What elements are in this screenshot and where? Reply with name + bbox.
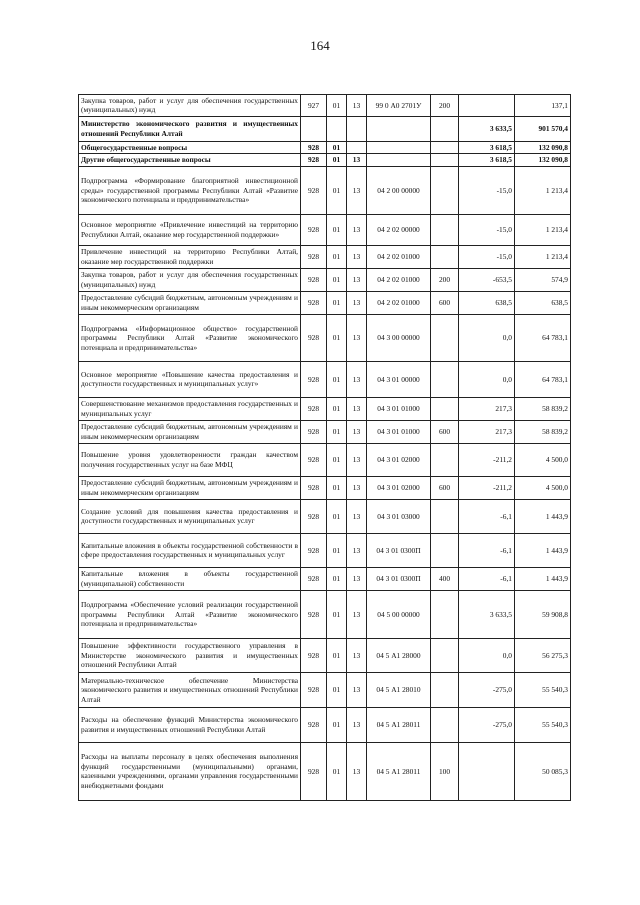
expense-type-cell xyxy=(431,245,459,268)
subsection-code-cell: 13 xyxy=(347,590,367,638)
table-row xyxy=(79,499,571,533)
target-article-cell: 04 3 01 0300П xyxy=(367,533,431,567)
target-article-cell: 04 2 02 01000 xyxy=(367,268,431,291)
section-code-cell: 01 xyxy=(327,291,347,314)
target-article-cell: 04 3 01 01000 xyxy=(367,397,431,420)
total-amount-cell: 901 570,4 xyxy=(515,116,571,141)
expense-type-cell xyxy=(431,141,459,153)
total-amount-cell: 1 213,4 xyxy=(515,166,571,214)
total-amount-cell: 132 090,8 xyxy=(515,154,571,166)
target-article-cell xyxy=(367,141,431,153)
section-code-cell: 01 xyxy=(327,214,347,245)
target-article-cell: 99 0 А0 2701У xyxy=(367,95,431,117)
target-article-cell: 04 5 00 00000 xyxy=(367,590,431,638)
ministry-code-cell: 928 xyxy=(301,314,327,361)
table-row xyxy=(79,443,571,476)
subsection-code-cell: 13 xyxy=(347,707,367,742)
change-amount-cell: 0,0 xyxy=(459,361,515,397)
expense-type-cell: 600 xyxy=(431,476,459,499)
section-code-cell: 01 xyxy=(327,268,347,291)
table-row xyxy=(79,420,571,443)
section-code-cell: 01 xyxy=(327,397,347,420)
target-article-cell: 04 2 02 01000 xyxy=(367,291,431,314)
subsection-code-cell: 13 xyxy=(347,95,367,117)
target-article-cell: 04 3 01 0300П xyxy=(367,567,431,590)
budget-table xyxy=(78,94,571,801)
total-amount-cell: 59 908,8 xyxy=(515,590,571,638)
ministry-code-cell: 928 xyxy=(301,533,327,567)
row-name-cell: Подпрограмма «Обеспечение условий реализации государственной программы Республики Алтай «Развитие экономического потенциала и предпринимательства» xyxy=(79,590,301,638)
section-code-cell: 01 xyxy=(327,314,347,361)
ministry-code-cell: 928 xyxy=(301,141,327,153)
table-row xyxy=(79,361,571,397)
target-article-cell: 04 3 01 00000 xyxy=(367,361,431,397)
table-row xyxy=(79,476,571,499)
expense-type-cell xyxy=(431,314,459,361)
expense-type-cell xyxy=(431,638,459,672)
section-code-cell: 01 xyxy=(327,590,347,638)
subsection-code-cell: 13 xyxy=(347,499,367,533)
ministry-code-cell: 928 xyxy=(301,268,327,291)
total-amount-cell: 1 443,9 xyxy=(515,499,571,533)
subsection-code-cell: 13 xyxy=(347,154,367,166)
total-amount-cell: 58 839,2 xyxy=(515,420,571,443)
section-code-cell: 01 xyxy=(327,361,347,397)
change-amount-cell: -15,0 xyxy=(459,214,515,245)
table-row xyxy=(79,707,571,742)
change-amount-cell: 3 618,5 xyxy=(459,141,515,153)
expense-type-cell xyxy=(431,116,459,141)
page-number: 164 xyxy=(310,38,330,53)
ministry-code-cell: 928 xyxy=(301,638,327,672)
ministry-code-cell: 928 xyxy=(301,397,327,420)
row-name-cell: Закупка товаров, работ и услуг для обеспечения государственных (муниципальных) нужд xyxy=(79,95,301,117)
target-article-cell: 04 2 02 00000 xyxy=(367,214,431,245)
change-amount-cell: 3 633,5 xyxy=(459,590,515,638)
ministry-code-cell: 928 xyxy=(301,361,327,397)
row-name-cell: Капитальные вложения в объекты государственной (муниципальной) собственности xyxy=(79,567,301,590)
subsection-code-cell: 13 xyxy=(347,672,367,707)
subsection-code-cell: 13 xyxy=(347,567,367,590)
table-row xyxy=(79,245,571,268)
row-name-cell: Предоставление субсидий бюджетным, автономным учреждениям и иным некоммерческим организациям xyxy=(79,420,301,443)
subsection-code-cell: 13 xyxy=(347,214,367,245)
table-row xyxy=(79,291,571,314)
expense-type-cell xyxy=(431,672,459,707)
table-row xyxy=(79,141,571,153)
section-code-cell: 01 xyxy=(327,742,347,800)
expense-type-cell xyxy=(431,707,459,742)
table-row xyxy=(79,567,571,590)
total-amount-cell: 1 443,9 xyxy=(515,567,571,590)
table-row xyxy=(79,533,571,567)
target-article-cell: 04 5 А1 28010 xyxy=(367,672,431,707)
row-name-cell: Создание условий для повышения качества предоставления и доступности государственных и муниципальных услуг xyxy=(79,499,301,533)
row-name-cell: Основное мероприятие «Повышение качества предоставления и доступности государственных и муниципальных услуг» xyxy=(79,361,301,397)
section-code-cell: 01 xyxy=(327,443,347,476)
subsection-code-cell xyxy=(347,116,367,141)
expense-type-cell: 200 xyxy=(431,268,459,291)
row-name-cell: Подпрограмма «Формирование благоприятной инвестиционной среды» государственной программы Республики Алтай «Развитие экономического потенциала и предпринимательства» xyxy=(79,166,301,214)
subsection-code-cell: 13 xyxy=(347,314,367,361)
table-row xyxy=(79,590,571,638)
target-article-cell: 04 5 А1 28011 xyxy=(367,707,431,742)
target-article-cell: 04 2 02 01000 xyxy=(367,245,431,268)
expense-type-cell xyxy=(431,397,459,420)
expense-type-cell xyxy=(431,590,459,638)
section-code-cell: 01 xyxy=(327,420,347,443)
table-row xyxy=(79,742,571,800)
expense-type-cell: 600 xyxy=(431,291,459,314)
row-name-cell: Совершенствование механизмов предоставления государственных и муниципальных услуг xyxy=(79,397,301,420)
ministry-code-cell: 928 xyxy=(301,567,327,590)
change-amount-cell: -6,1 xyxy=(459,567,515,590)
section-code-cell: 01 xyxy=(327,499,347,533)
total-amount-cell: 4 500,0 xyxy=(515,443,571,476)
row-name-cell: Повышение эффективности государственного управления в Министерстве экономического развития и имущественных отношений Республики Алтай xyxy=(79,638,301,672)
section-code-cell: 01 xyxy=(327,154,347,166)
change-amount-cell: -211,2 xyxy=(459,443,515,476)
total-amount-cell: 64 783,1 xyxy=(515,314,571,361)
subsection-code-cell: 13 xyxy=(347,245,367,268)
total-amount-cell: 64 783,1 xyxy=(515,361,571,397)
ministry-code-cell: 928 xyxy=(301,214,327,245)
row-name-cell: Общегосударственные вопросы xyxy=(79,141,301,153)
ministry-code-cell: 928 xyxy=(301,742,327,800)
target-article-cell: 04 3 01 02000 xyxy=(367,476,431,499)
section-code-cell: 01 xyxy=(327,476,347,499)
subsection-code-cell: 13 xyxy=(347,638,367,672)
change-amount-cell: 3 618,5 xyxy=(459,154,515,166)
target-article-cell xyxy=(367,116,431,141)
ministry-code-cell: 928 xyxy=(301,590,327,638)
section-code-cell: 01 xyxy=(327,141,347,153)
subsection-code-cell: 13 xyxy=(347,443,367,476)
total-amount-cell: 1 213,4 xyxy=(515,214,571,245)
total-amount-cell: 55 540,3 xyxy=(515,672,571,707)
section-code-cell: 01 xyxy=(327,567,347,590)
expense-type-cell xyxy=(431,361,459,397)
subsection-code-cell: 13 xyxy=(347,397,367,420)
section-code-cell: 01 xyxy=(327,707,347,742)
change-amount-cell: 0,0 xyxy=(459,638,515,672)
ministry-code-cell: 928 xyxy=(301,476,327,499)
subsection-code-cell: 13 xyxy=(347,291,367,314)
target-article-cell: 04 5 А1 28011 xyxy=(367,742,431,800)
change-amount-cell: -211,2 xyxy=(459,476,515,499)
row-name-cell: Другие общегосударственные вопросы xyxy=(79,154,301,166)
subsection-code-cell xyxy=(347,141,367,153)
row-name-cell: Расходы на обеспечение функций Министерства экономического развития и имущественных отношений Республики Алтай xyxy=(79,707,301,742)
ministry-code-cell: 928 xyxy=(301,443,327,476)
change-amount-cell: 217,3 xyxy=(459,420,515,443)
row-name-cell: Основное мероприятие «Привлечение инвестиций на территорию Республики Алтай, оказание мер государственной поддержки» xyxy=(79,214,301,245)
total-amount-cell: 132 090,8 xyxy=(515,141,571,153)
ministry-code-cell: 928 xyxy=(301,291,327,314)
expense-type-cell xyxy=(431,214,459,245)
table-row xyxy=(79,314,571,361)
expense-type-cell xyxy=(431,443,459,476)
section-code-cell: 01 xyxy=(327,672,347,707)
row-name-cell: Материально-техническое обеспечение Министерства экономического развития и имущественных отношений Республики Алтай xyxy=(79,672,301,707)
table-row xyxy=(79,154,571,166)
table-row xyxy=(79,268,571,291)
table-row xyxy=(79,638,571,672)
total-amount-cell: 638,5 xyxy=(515,291,571,314)
change-amount-cell: 0,0 xyxy=(459,314,515,361)
target-article-cell: 04 5 А1 28000 xyxy=(367,638,431,672)
target-article-cell: 04 3 01 01000 xyxy=(367,420,431,443)
change-amount-cell: -275,0 xyxy=(459,707,515,742)
change-amount-cell: -15,0 xyxy=(459,166,515,214)
total-amount-cell: 58 839,2 xyxy=(515,397,571,420)
ministry-code-cell: 928 xyxy=(301,499,327,533)
table-row xyxy=(79,166,571,214)
ministry-code-cell: 928 xyxy=(301,420,327,443)
change-amount-cell: -6,1 xyxy=(459,499,515,533)
change-amount-cell: 638,5 xyxy=(459,291,515,314)
target-article-cell: 04 3 01 02000 xyxy=(367,443,431,476)
expense-type-cell xyxy=(431,499,459,533)
ministry-code-cell: 927 xyxy=(301,95,327,117)
total-amount-cell: 55 540,3 xyxy=(515,707,571,742)
target-article-cell xyxy=(367,154,431,166)
ministry-code-cell xyxy=(301,116,327,141)
row-name-cell: Предоставление субсидий бюджетным, автономным учреждениям и иным некоммерческим организациям xyxy=(79,476,301,499)
ministry-code-cell: 928 xyxy=(301,245,327,268)
expense-type-cell xyxy=(431,154,459,166)
expense-type-cell xyxy=(431,533,459,567)
section-code-cell xyxy=(327,116,347,141)
total-amount-cell: 1 213,4 xyxy=(515,245,571,268)
expense-type-cell xyxy=(431,166,459,214)
subsection-code-cell: 13 xyxy=(347,742,367,800)
subsection-code-cell: 13 xyxy=(347,361,367,397)
change-amount-cell: -275,0 xyxy=(459,672,515,707)
ministry-code-cell: 928 xyxy=(301,707,327,742)
change-amount-cell xyxy=(459,742,515,800)
row-name-cell: Привлечение инвестиций на территорию Республики Алтай, оказание мер государственной поддержки xyxy=(79,245,301,268)
table-row xyxy=(79,672,571,707)
section-code-cell: 01 xyxy=(327,166,347,214)
target-article-cell: 04 3 01 03000 xyxy=(367,499,431,533)
row-name-cell: Повышение уровня удовлетворенности граждан качеством получения государственных услуг на базе МФЦ xyxy=(79,443,301,476)
expense-type-cell: 600 xyxy=(431,420,459,443)
row-name-cell: Предоставление субсидий бюджетным, автономным учреждениям и иным некоммерческим организациям xyxy=(79,291,301,314)
section-code-cell: 01 xyxy=(327,95,347,117)
change-amount-cell: 217,3 xyxy=(459,397,515,420)
ministry-code-cell: 928 xyxy=(301,672,327,707)
change-amount-cell: 3 633,5 xyxy=(459,116,515,141)
section-code-cell: 01 xyxy=(327,245,347,268)
change-amount-cell: -653,5 xyxy=(459,268,515,291)
subsection-code-cell: 13 xyxy=(347,166,367,214)
expense-type-cell: 200 xyxy=(431,95,459,117)
total-amount-cell: 56 275,3 xyxy=(515,638,571,672)
expense-type-cell: 100 xyxy=(431,742,459,800)
total-amount-cell: 137,1 xyxy=(515,95,571,117)
row-name-cell: Расходы на выплаты персоналу в целях обеспечения выполнения функций государственными (муниципальными) органами, казенными учреждениями, органами управления государственными внебюджетными фондами xyxy=(79,742,301,800)
table-row xyxy=(79,95,571,117)
row-name-cell: Министерство экономического развития и имущественных отношений Республики Алтай xyxy=(79,116,301,141)
total-amount-cell: 574,9 xyxy=(515,268,571,291)
subsection-code-cell: 13 xyxy=(347,268,367,291)
table-row xyxy=(79,397,571,420)
change-amount-cell: -15,0 xyxy=(459,245,515,268)
row-name-cell: Подпрограмма «Информационное общество» государственной программы Республики Алтай «Развитие экономического потенциала и предпринимательства» xyxy=(79,314,301,361)
subsection-code-cell: 13 xyxy=(347,420,367,443)
target-article-cell: 04 2 00 00000 xyxy=(367,166,431,214)
subsection-code-cell: 13 xyxy=(347,476,367,499)
target-article-cell: 04 3 00 00000 xyxy=(367,314,431,361)
total-amount-cell: 1 443,9 xyxy=(515,533,571,567)
section-code-cell: 01 xyxy=(327,533,347,567)
table-row xyxy=(79,116,571,141)
total-amount-cell: 4 500,0 xyxy=(515,476,571,499)
ministry-code-cell: 928 xyxy=(301,166,327,214)
change-amount-cell xyxy=(459,95,515,117)
ministry-code-cell: 928 xyxy=(301,154,327,166)
section-code-cell: 01 xyxy=(327,638,347,672)
change-amount-cell: -6,1 xyxy=(459,533,515,567)
total-amount-cell: 50 085,3 xyxy=(515,742,571,800)
expense-type-cell: 400 xyxy=(431,567,459,590)
table-row xyxy=(79,214,571,245)
row-name-cell: Закупка товаров, работ и услуг для обеспечения государственных (муниципальных) нужд xyxy=(79,268,301,291)
row-name-cell: Капитальные вложения в объекты государственной собственности в сфере предоставления государственных и муниципальных услуг xyxy=(79,533,301,567)
subsection-code-cell: 13 xyxy=(347,533,367,567)
